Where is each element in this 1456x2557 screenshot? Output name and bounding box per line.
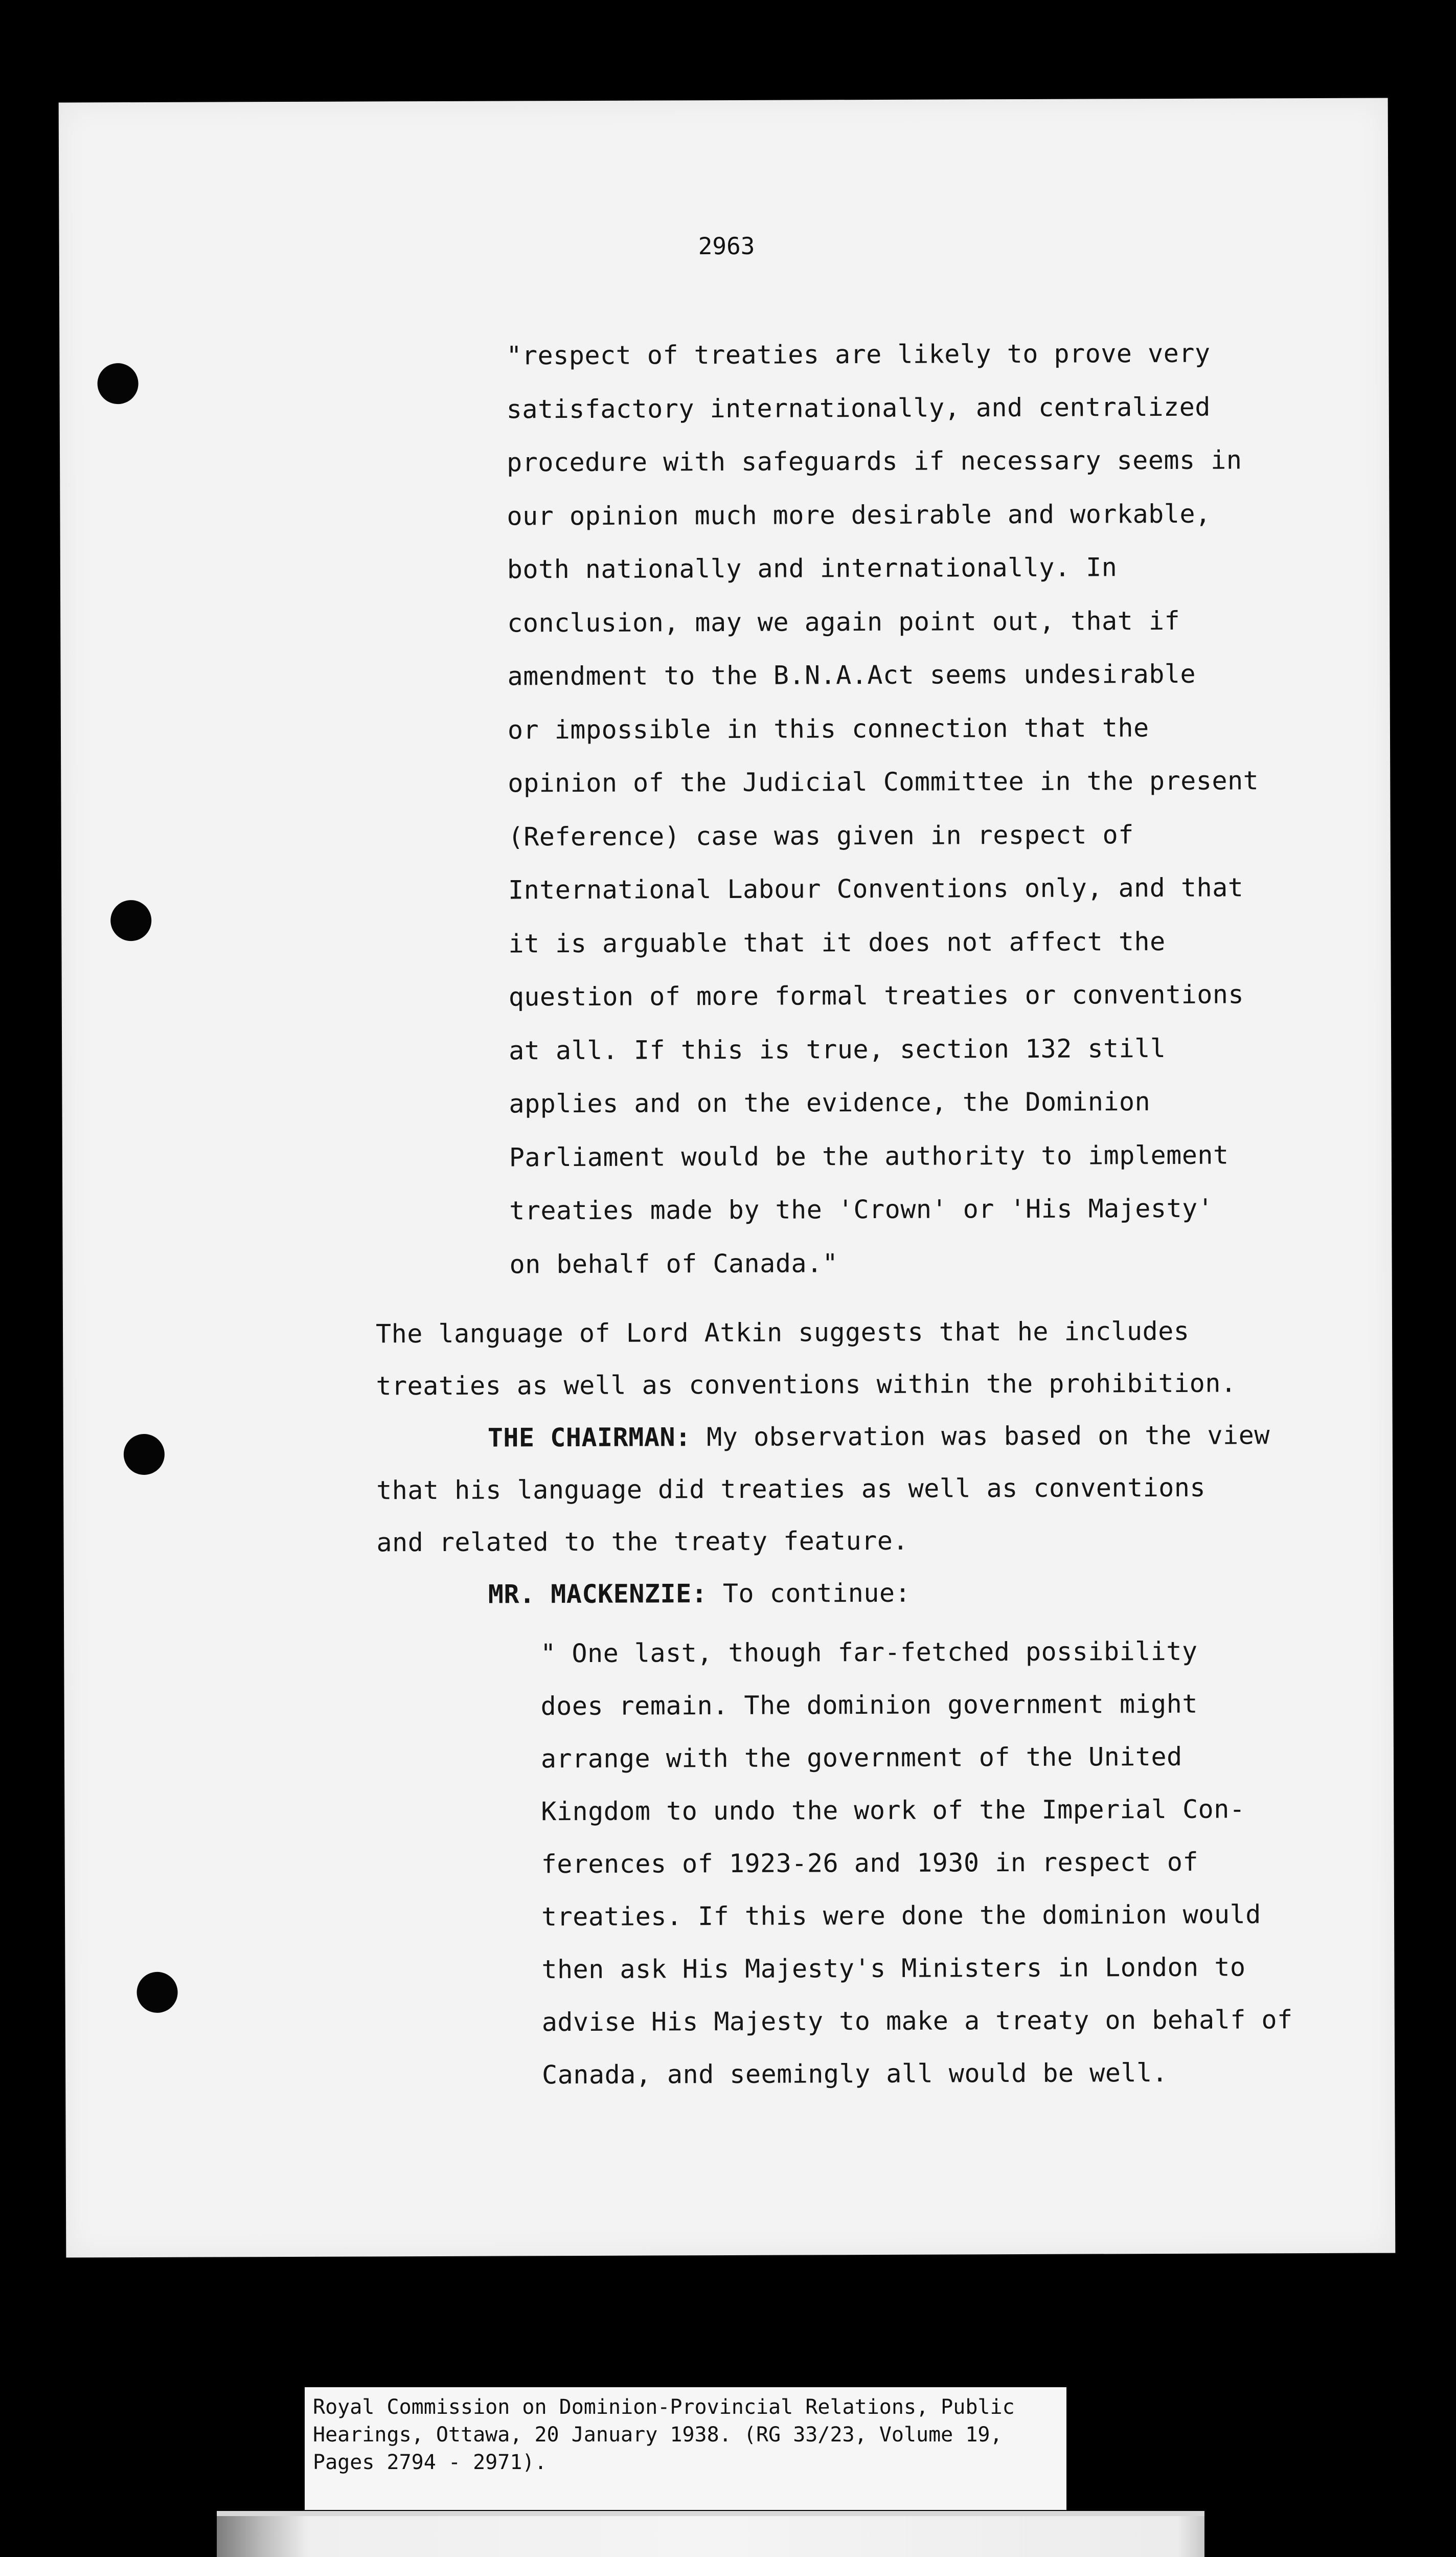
caption-line: Hearings, Ottawa, 20 January 1938. (RG 33/23, Volume 19, <box>313 2423 1003 2447</box>
speaker-label: THE CHAIRMAN: <box>487 1422 691 1453</box>
text-line: Parliament would be the authority to implement <box>509 1140 1229 1172</box>
punch-hole-icon <box>110 900 151 941</box>
text-line: or impossible in this connection that the <box>507 712 1149 745</box>
page-number: 2963 <box>698 232 755 260</box>
text-line: "respect of treaties are likely to prove very <box>506 338 1211 371</box>
text-line: treaties. If this were done the dominion would <box>541 1899 1261 1932</box>
dialogue-text: and related to the treaty feature. <box>376 1526 909 1558</box>
text-line: ferences of 1923-26 and 1930 in respect of <box>541 1847 1199 1879</box>
text-line: Canada, and seemingly all would be well. <box>542 2058 1168 2090</box>
text-line: amendment to the B.N.A.Act seems undesirable <box>507 659 1196 691</box>
dialogue-line <box>376 1526 908 1558</box>
text-line: International Labour Conventions only, and that <box>508 872 1244 905</box>
text-line: our opinion much more desirable and workable, <box>507 499 1211 531</box>
text-line: treaties made by the 'Crown' or 'His Majesty' <box>509 1193 1214 1226</box>
dialogue-line <box>376 1472 1205 1506</box>
punch-hole-icon <box>124 1434 165 1475</box>
text-line: Kingdom to undo the work of the Imperial Con- <box>541 1794 1245 1827</box>
text-line: both nationally and internationally. In <box>507 552 1118 585</box>
text-line: " One last, though far-fetched possibility <box>540 1636 1198 1669</box>
dialogue-text: To continue: <box>722 1578 911 1609</box>
archival-caption <box>305 2387 1066 2510</box>
text-line: (Reference) case was given in respect of <box>508 819 1134 851</box>
text-line: then ask His Majesty's Ministers in London to <box>541 1952 1246 1985</box>
text-line: advise His Majesty to make a treaty on behalf of <box>541 2005 1293 2037</box>
dialogue-text: My observation was based on the view <box>707 1420 1270 1452</box>
text-line: procedure with safeguards if necessary seems in <box>507 445 1242 478</box>
public-archives-stamp <box>217 2511 1204 2557</box>
text-line: on behalf of Canada." <box>509 1248 838 1279</box>
text-line: applies and on the evidence, the Dominion <box>509 1087 1151 1119</box>
caption-line: Pages 2794 - 2971). <box>313 2451 547 2474</box>
document-page <box>59 98 1396 2257</box>
dialogue-line <box>488 1578 911 1610</box>
text-line: it is arguable that it does not affect the <box>508 926 1166 958</box>
text-line: question of more formal treaties or conventions <box>508 979 1244 1012</box>
dialogue-text: The language of Lord Atkin suggests that he includes <box>375 1316 1190 1349</box>
text-line: arrange with the government of the United <box>540 1741 1182 1774</box>
dialogue-text: treaties as well as conventions within the prohibition. <box>376 1368 1237 1401</box>
text-line: at all. If this is true, section 132 still <box>509 1033 1166 1065</box>
text-line: conclusion, may we again point out, that if <box>507 605 1180 638</box>
text-line: does remain. The dominion government might <box>540 1689 1198 1721</box>
text-line: satisfactory internationally, and centralized <box>506 392 1211 424</box>
dialogue-text: that his language did treaties as well as conventions <box>376 1472 1206 1506</box>
caption-line: Royal Commission on Dominion-Provincial Relations, Public <box>313 2395 1015 2419</box>
speaker-label: MR. MACKENZIE: <box>488 1579 708 1609</box>
text-line: opinion of the Judicial Committee in the present <box>508 766 1259 798</box>
dialogue-line <box>376 1368 1236 1402</box>
dialogue-line <box>376 1316 1190 1350</box>
punch-hole-icon <box>136 1972 177 2013</box>
dialogue-line <box>488 1420 1270 1453</box>
punch-hole-icon <box>97 363 138 404</box>
